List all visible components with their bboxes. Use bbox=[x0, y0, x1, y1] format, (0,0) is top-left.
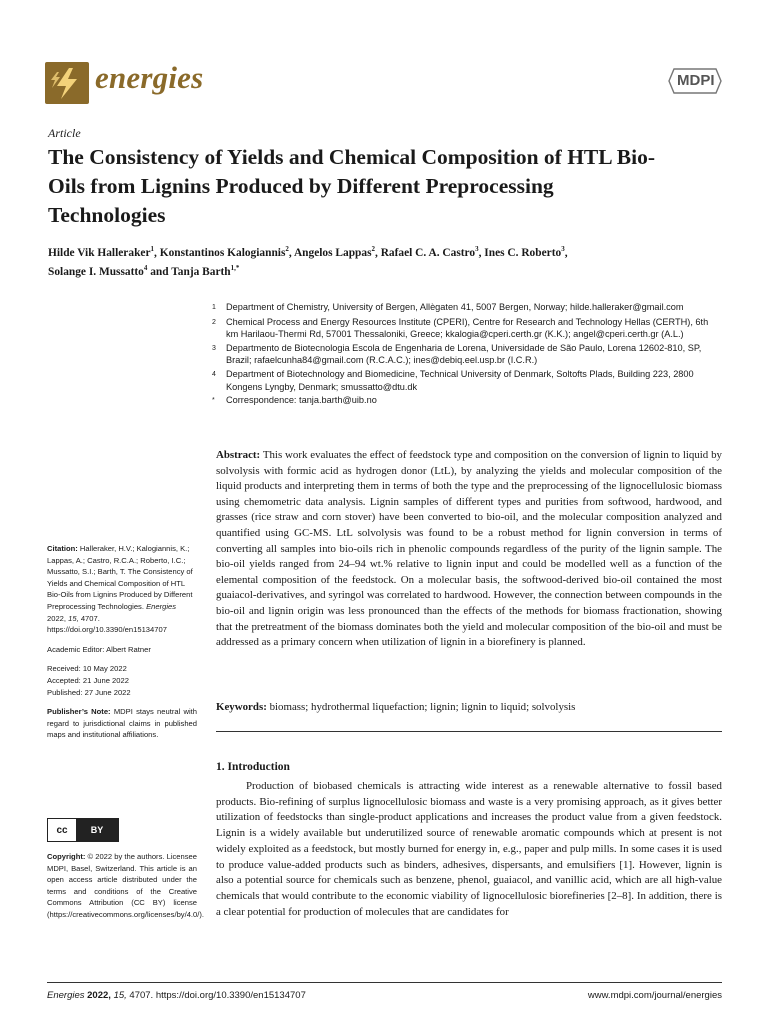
received-value: 10 May 2022 bbox=[82, 664, 127, 674]
section-divider bbox=[216, 731, 722, 732]
footer-journal-url[interactable]: www.mdpi.com/journal/energies bbox=[587, 990, 722, 1001]
published-label: Published: bbox=[47, 687, 83, 697]
published-date bbox=[47, 687, 197, 699]
keywords bbox=[216, 700, 722, 716]
author-name[interactable]: Tanja Barth bbox=[171, 266, 231, 278]
abstract-text: This work evaluates the effect of feedstock type and composition on the conversion of lignin to liquid by solvolysis with formic acid as hydrogen donor (LtL), by analyzing the yields and molecular composition of the liquid products and interpreting them in terms of both the type and the preprocessing of the lignocellulosic biomass using chemometric data analysis. Lignin samples of different types and purities from softwood, hardwood, and grasses (rice straw and corn stover) have been converted to bio-oil, and the molecular composition analyzed and quantified using GC-MS. LtL solvolysis was found to be a robust method for lignin conversion in terms of converting all samples into bio-oils rich in phenolic compounds regardless of the purity of the lignin sample. The bio-oil yields ranged from 24–94 wt.% relative to lignin input and could be modelled well as a function of the elemental composition of the feedstock. On a molecular basis, the softwood-derived bio-oil contained the most guaiacol-derivatives, and syringol was correlated to hardwood. However, the connection between compounds in the bio-oil and lignin origin was less pronounced than the effects of the methods for biomass fractionation, showing that the pretreatment of the biomass dominates both the yield and molecular composition of the bio-oil and must be addressed as a primary concern when utilization of lignin in a biorefinery is planned. bbox=[216, 449, 722, 649]
keywords-label: Keywords: bbox=[216, 701, 267, 713]
author-name[interactable]: Solange I. Mussatto bbox=[48, 266, 144, 278]
footer-journal: Energies bbox=[47, 990, 85, 1001]
affiliation-item bbox=[212, 301, 722, 315]
citation-doi[interactable]: 4707. https://doi.org/10.3390/en15134707 bbox=[47, 613, 167, 635]
affiliation-text: Department of Biotechnology and Biomedicine, Technical University of Denmark, Soltofts Plads, Building 223, 2800 Kongens Lyngby, Denmark; smussatto@dtu.dk bbox=[226, 368, 694, 392]
author-list: Hilde Vik Halleraker$^1$, Konstantinos Kalogiannis$^2$, Angelos Lappas$^2$, Rafael C. A. Castro$^3$, Ines C. Roberto$^3$, Solange I. Mussatto$^4$ and Tanja Barth$^{1,*}$ bbox=[48, 245, 568, 278]
published-value: 27 June 2022 bbox=[84, 687, 131, 697]
editor-label: Academic Editor: bbox=[47, 644, 105, 654]
author-name[interactable]: Hilde Vik Halleraker bbox=[48, 247, 151, 259]
article-type: Article bbox=[48, 126, 81, 140]
author-affiliation-marker: 1,* bbox=[230, 264, 240, 273]
footer-doi[interactable]: 4707. https://doi.org/10.3390/en15134707 bbox=[129, 990, 306, 1001]
journal-name[interactable]: energies bbox=[95, 60, 204, 95]
affiliation-item bbox=[212, 342, 722, 367]
affiliation-number: * bbox=[212, 397, 215, 405]
academic-editor bbox=[47, 644, 197, 656]
author-name[interactable]: Angelos Lappas bbox=[293, 247, 372, 259]
author-affiliation-marker: 1 bbox=[150, 245, 155, 254]
citation-journal: Energies bbox=[146, 601, 177, 611]
author-name[interactable]: Rafael C. A. Castro bbox=[380, 247, 476, 259]
affiliation-text: Correspondence: tanja.barth@uib.no bbox=[226, 395, 377, 406]
abstract-label: Abstract: bbox=[216, 449, 261, 461]
publisher-note bbox=[47, 706, 197, 741]
mdpi-logo-text: MDPI bbox=[677, 72, 715, 89]
received-label: Received: bbox=[47, 664, 81, 674]
affiliation-text: Departmento de Biotecnologia Escola de Engenharia de Lorena, Universidade de São Paulo, Lorena 12602-810, SP, Brazil; rafaelcunha84@gmail.com (R.C.A.C.); ines@debiq.eel.usp.br (I.C.R.) bbox=[226, 342, 702, 366]
copyright-label: Copyright: bbox=[47, 852, 86, 861]
paper-title: The Consistency of Yields and Chemical Composition of HTL Bio-Oils from Lignins Produced by Different Preprocessing Technologies bbox=[48, 145, 656, 227]
affiliation-item bbox=[212, 316, 722, 341]
footer-divider bbox=[47, 982, 722, 983]
received-date bbox=[47, 663, 197, 675]
footer-year: 2022, bbox=[87, 990, 111, 1001]
introduction-body: Production of biobased chemicals is attracting wide interest as a renewable alternative to fossil based products. Bio-refining of surplus lignocellulosic biomass and waste is a very promising approach, as it gives better utilization of feedstocks than single-product applications and increases the product value from a given feedstock. Lignin is a widely available but underutilized source of renewable aromatic compounds which at present is not widely exploited as a feedstock, but mostly burned for energy in, e.g., paper and pulp mills. In some cases it is used to produce value-added products such as binders, adhesives, dispersants, and emulsifiers [1]. However, lignin is also a potential source for chemicals such as benzene, phenol, guaiacol, and vanillic acid, which are all high-value chemicals that would contribute to the economic viability of lignocellulosic biorefineries [2–8]. In addition, there is a clear potential for production of molecules that are candidates for bbox=[216, 780, 722, 918]
author-affiliation-marker: 2 bbox=[285, 245, 289, 254]
copyright-text: © 2022 by the authors. Licensee MDPI, Basel, Switzerland. This article is an open access article distributed under the terms and conditions of the Creative Commons Attribution (CC BY) license (https://creativecommons.org/licenses/by/4.0/). bbox=[47, 852, 204, 919]
author-affiliation-marker: 3 bbox=[561, 245, 565, 254]
author-affiliation-marker: 3 bbox=[475, 245, 479, 254]
publisher-note-label: Publisher’s Note: bbox=[47, 707, 111, 717]
author-affiliation-marker: 2 bbox=[371, 245, 375, 254]
affiliation-number: 4 bbox=[212, 370, 216, 378]
affiliation-text: Chemical Process and Energy Resources Institute (CPERI), Centre for Research and Technology Hellas (CERTH), 6th km Harilaou-Thermi Rd, 57001 Thessaloniki, Greece; kkalogia@cperi.certh.gr (K.K.); angel@cperi.certh.gr (A.L.) bbox=[226, 316, 709, 340]
sidebar-metadata bbox=[47, 543, 197, 749]
journal-logo-icon bbox=[45, 62, 89, 104]
abstract bbox=[216, 448, 722, 651]
citation-block bbox=[47, 543, 197, 636]
affiliation-item bbox=[212, 368, 722, 393]
mdpi-logo[interactable] bbox=[668, 68, 722, 99]
citation-volume: 15, bbox=[68, 613, 79, 623]
author-affiliation-marker: 4 bbox=[143, 264, 148, 273]
citation-label: Citation: bbox=[47, 544, 78, 553]
editor-name: Albert Ratner bbox=[106, 644, 151, 654]
footer-volume: 15, bbox=[113, 990, 127, 1001]
author-name[interactable]: Ines C. Roberto bbox=[484, 247, 562, 259]
keywords-text: biomass; hydrothermal liquefaction; lignin; lignin to liquid; solvolysis bbox=[269, 701, 576, 713]
citation-text: Halleraker, H.V.; Kalogiannis, K.; Lappas, A.; Castro, R.C.A.; Roberto, I.C.; Mussatto, S.I.; Barth, T. The Consistency of Yields and Chemical Composition of HTL Bio-Oils from Lignins Produced by Different Preprocessing Technologies. bbox=[47, 544, 193, 611]
affiliation-number: 1 bbox=[212, 304, 216, 311]
footer-citation bbox=[47, 990, 306, 1001]
citation-year: 2022, bbox=[47, 613, 67, 623]
copyright-block bbox=[47, 851, 204, 921]
section-heading-introduction: 1. Introduction bbox=[216, 761, 290, 773]
affiliation-number: 2 bbox=[212, 318, 216, 326]
accepted-date bbox=[47, 675, 197, 687]
affiliation-text: Department of Chemistry, University of Bergen, Allègaten 41, 5007 Bergen, Norway; hilde.halleraker@gmail.com bbox=[226, 302, 684, 312]
cc-icon: cc bbox=[48, 819, 76, 841]
affiliation-item bbox=[212, 394, 722, 408]
cc-by-license-badge[interactable] bbox=[47, 818, 119, 842]
accepted-value: 21 June 2022 bbox=[82, 675, 129, 685]
author-name[interactable]: Konstantinos Kalogiannis bbox=[159, 247, 286, 259]
accepted-label: Accepted: bbox=[47, 675, 81, 685]
publisher-note-text: MDPI stays neutral with regard to jurisdictional claims in published maps and institutional affiliations. bbox=[47, 707, 197, 740]
by-icon: BY bbox=[76, 819, 118, 841]
affiliations bbox=[212, 301, 722, 408]
affiliation-number: 3 bbox=[212, 344, 216, 352]
